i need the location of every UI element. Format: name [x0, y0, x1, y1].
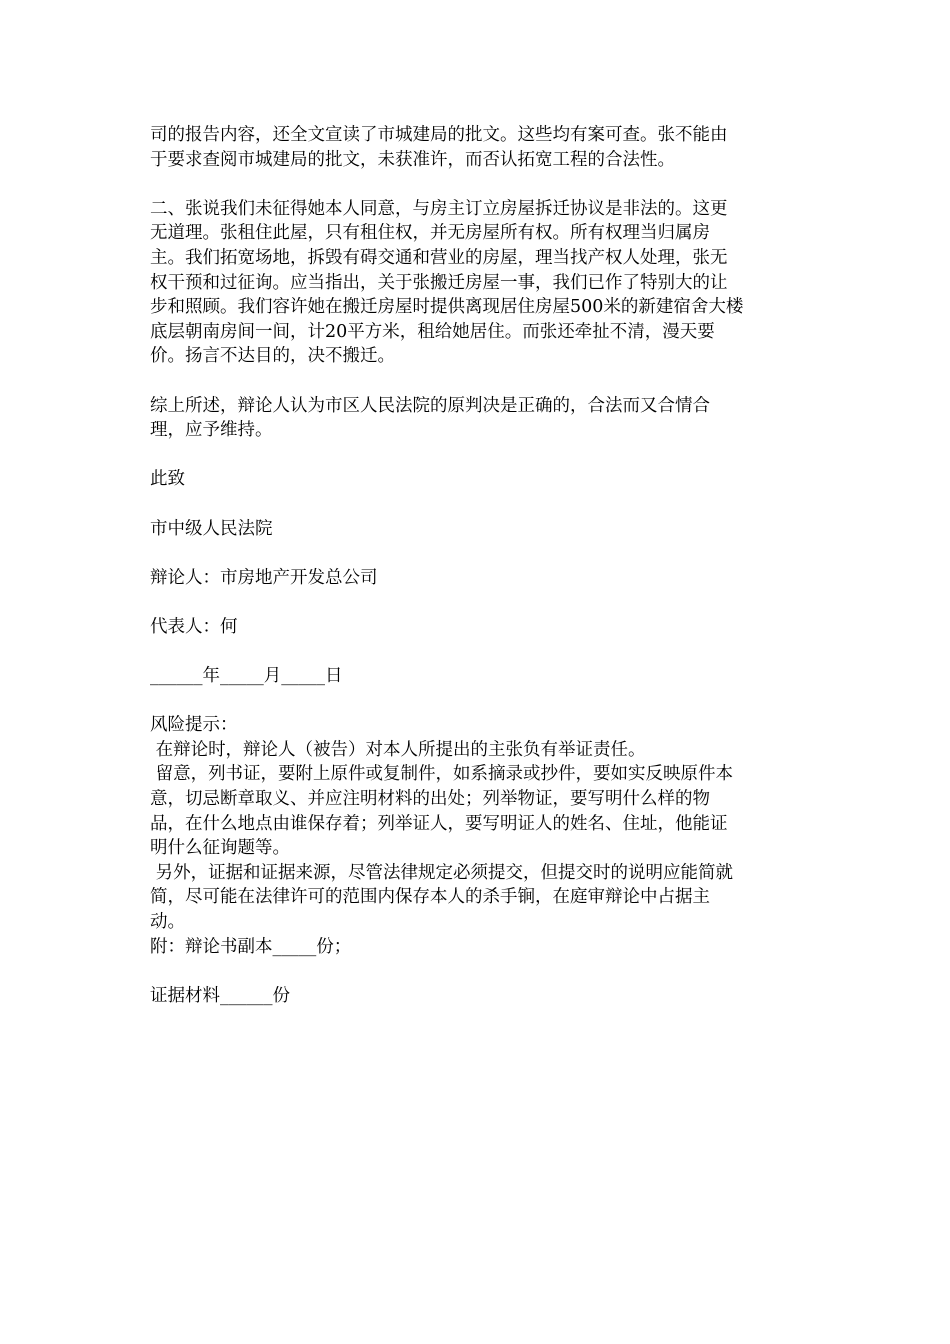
text-line: 综上所述，辩论人认为市区人民法院的原判决是正确的，合法而又合情合 — [150, 395, 710, 416]
salutation — [150, 467, 810, 492]
court-text: 市中级人民法院 — [150, 518, 273, 539]
text-line: 底层朝南房间一间，计20平方米，租给她居住。而张还牵扯不清，漫天要 — [150, 321, 715, 342]
risk-line: 留意，列书证，要附上原件或复制件，如系摘录或抄件，要如实反映原件本 — [150, 764, 734, 785]
paragraph-1 — [150, 123, 810, 172]
salutation-text: 此致 — [150, 469, 185, 490]
risk-line: 另外，证据和证据来源，尽管法律规定必须提交，但提交时的说明应能简就 — [150, 862, 734, 883]
text-line: 权干预和过征询。应当指出，关于张搬迁房屋一事，我们已作了特别大的让 — [150, 272, 728, 293]
risk-line: 动。 — [150, 912, 185, 932]
document-body — [150, 123, 810, 1008]
text-line: 无道理。张租住此屋，只有租住权，并无房屋所有权。所有权理当归属房 — [150, 223, 710, 244]
risk-line: 意，切忌断章取义、并应注明材料的出处；列举物证，要写明什么样的物 — [150, 789, 710, 810]
risk-line: 简，尽可能在法律许可的范围内保存本人的杀手锏，在庭审辩论中占据主 — [150, 887, 710, 908]
representative-text: 代表人：何 — [150, 616, 238, 637]
risk-line: 在辩论时，辩论人（被告）对本人所提出的主张负有举证责任。 — [150, 739, 646, 760]
risk-line: 明什么征询题等。 — [150, 838, 290, 859]
text-line: 价。扬言不达目的，决不搬迁。 — [150, 346, 395, 367]
date-line — [150, 664, 810, 689]
debater-text: 辩论人：市房地产开发总公司 — [150, 567, 378, 588]
risk-line: 品，在什么地点由谁保存着；列举证人，要写明证人的姓名、住址，他能证 — [150, 813, 728, 834]
representative-signature — [150, 615, 810, 640]
date-text: ______年_____月_____日 — [150, 666, 343, 687]
paragraph-conclusion — [150, 394, 810, 443]
paragraph-2 — [150, 197, 810, 369]
text-line: 二、张说我们未征得她本人同意，与房主订立房屋拆迁协议是非法的。这更 — [150, 198, 728, 219]
evidence-text: 证据材料______份 — [150, 985, 290, 1006]
addressee-court — [150, 517, 810, 542]
debater-signature — [150, 566, 810, 591]
text-line: 司的报告内容，还全文宣读了市城建局的批文。这些均有案可查。张不能由 — [150, 125, 728, 145]
evidence-materials — [150, 984, 810, 1009]
attachment-line: 附：辩论书副本_____份； — [150, 936, 352, 957]
text-line: 理，应予维持。 — [150, 420, 273, 441]
risk-title: 风险提示： — [150, 715, 238, 736]
text-line: 于要求查阅市城建局的批文，未获准许，而否认拓宽工程的合法性。 — [150, 149, 675, 170]
text-line: 主。我们拓宽场地，拆毁有碍交通和营业的房屋，理当找产权人处理，张无 — [150, 247, 728, 268]
text-line: 步和照顾。我们容许她在搬迁房屋时提供离现居住房屋500米的新建宿舍大楼 — [150, 297, 744, 318]
risk-notice — [150, 713, 810, 959]
